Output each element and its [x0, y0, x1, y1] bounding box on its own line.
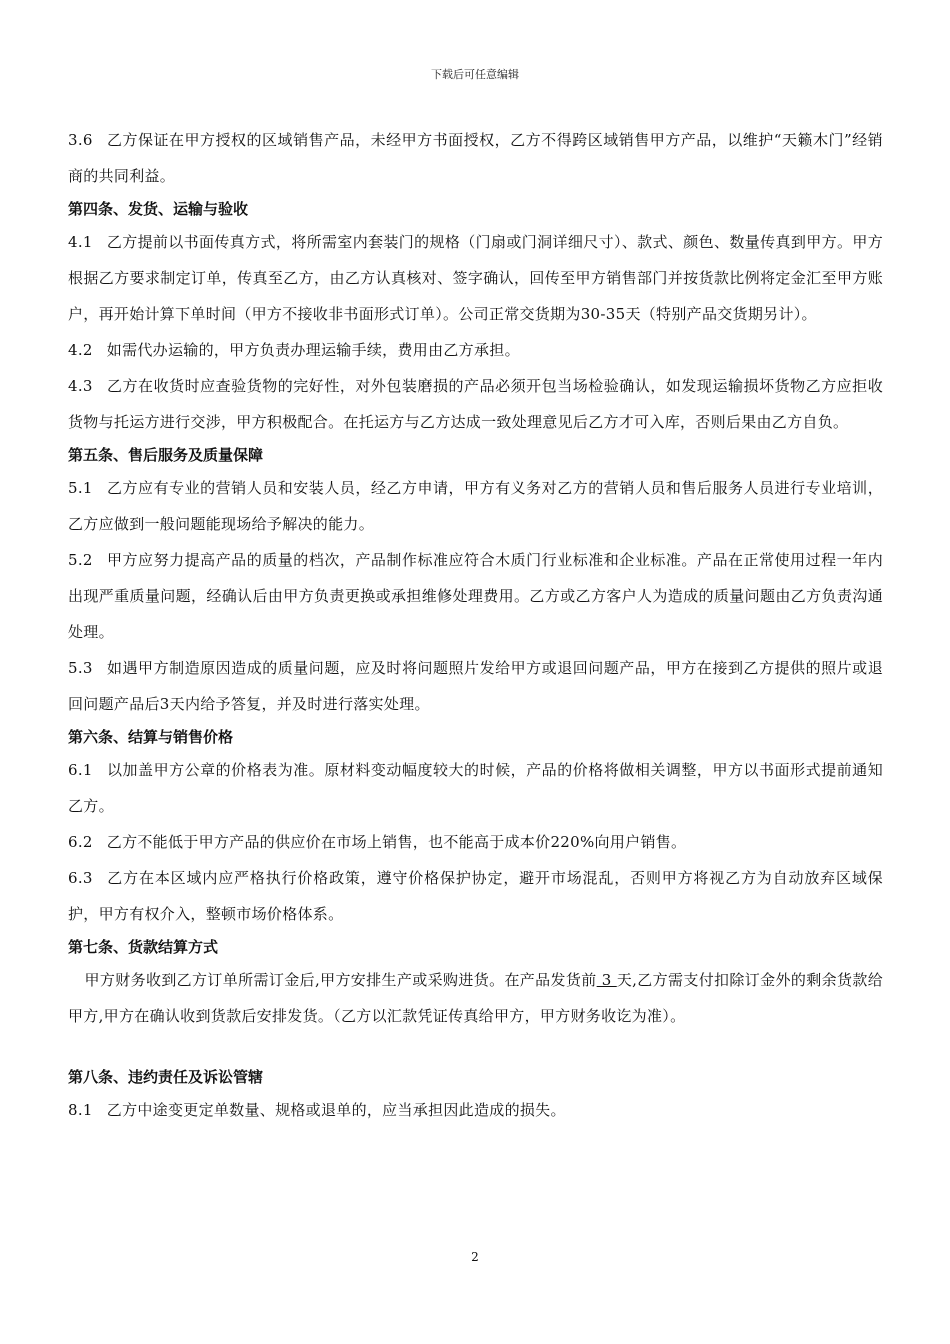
clause-7 [68, 962, 883, 1034]
clause-text: 乙方提前以书面传真方式，将所需室内套装门的规格（门扇或门洞详细尺寸）、款式、颜色、数量传真到甲方。甲方根据乙方要求制定订单，传真至乙方，由乙方认真核对、签字确认，回传至甲方销售部门并按货款比例将定金汇至甲方账户，再开始计算下单时间（甲方不接收非书面形式订单）。公司正常交货期为30-35天（特别产品交货期另计）。 [68, 233, 883, 323]
clause-number: 4.3 [68, 377, 93, 395]
clause-text: 如需代办运输的，甲方负责办理运输手续，费用由乙方承担。 [106, 341, 520, 359]
clause-number: 4.2 [68, 341, 93, 359]
clause-4-3 [68, 368, 883, 440]
clause-4-2 [68, 332, 883, 368]
clause-text: 乙方在收货时应查验货物的完好性，对外包装磨损的产品必须开包当场检验确认，如发现运输损坏货物乙方应拒收货物与托运方进行交涉，甲方积极配合。在托运方与乙方达成一致处理意见后乙方才可入库，否则后果由乙方自负。 [68, 377, 883, 431]
clause-number: 5.2 [68, 551, 93, 569]
clause-text: 以加盖甲方公章的价格表为准。原材料变动幅度较大的时候，产品的价格将做相关调整，甲方以书面形式提前通知乙方。 [68, 761, 883, 815]
clause-number: 5.3 [68, 659, 93, 677]
clause-8-1 [68, 1092, 883, 1128]
clause-text: 如遇甲方制造原因造成的质量问题，应及时将问题照片发给甲方或退回问题产品，甲方在接到乙方提供的照片或退回问题产品后3天内给予答复，并及时进行落实处理。 [68, 659, 883, 713]
spacer [68, 1034, 883, 1062]
clause-5-1 [68, 470, 883, 542]
clause-4-1 [68, 224, 883, 332]
clause-text: 乙方应有专业的营销人员和安装人员，经乙方申请，甲方有义务对乙方的营销人员和售后服务人员进行专业培训，乙方应做到一般问题能现场给予解决的能力。 [68, 479, 883, 533]
clause-number: 4.1 [68, 233, 93, 251]
clause-3-6 [68, 122, 883, 194]
section-heading-7: 第七条、货款结算方式 [68, 938, 219, 956]
section-heading-4: 第四条、发货、运输与验收 [68, 200, 249, 218]
page-header: 下载后可任意编辑 [431, 68, 519, 81]
clause-number: 6.3 [68, 869, 93, 887]
clause-number: 5.1 [68, 479, 93, 497]
clause-number: 6.1 [68, 761, 93, 779]
clause-6-1 [68, 752, 883, 824]
clause-text: 乙方中途变更定单数量、规格或退单的，应当承担因此造成的损失。 [106, 1101, 566, 1119]
section-heading-6: 第六条、结算与销售价格 [68, 728, 234, 746]
clause-number: 3.6 [68, 131, 93, 149]
clause-number: 6.2 [68, 833, 93, 851]
clause-6-3 [68, 860, 883, 932]
clause-number: 8.1 [68, 1101, 93, 1119]
clause-text: 乙方在本区域内应严格执行价格政策，遵守价格保护协定，避开市场混乱，否则甲方将视乙方为自动放弃区域保护，甲方有权介入，整顿市场价格体系。 [68, 869, 883, 923]
clause-text: 乙方保证在甲方授权的区域销售产品，未经甲方书面授权，乙方不得跨区域销售甲方产品，以维护“天籁木门”经销商的共同利益。 [68, 131, 883, 185]
clause-text: 乙方不能低于甲方产品的供应价在市场上销售，也不能高于成本价220%向用户销售。 [106, 833, 687, 851]
section-heading-8: 第八条、违约责任及诉讼管辖 [68, 1068, 264, 1086]
section-heading-5: 第五条、售后服务及质量保障 [68, 446, 264, 464]
document-body [68, 122, 883, 1128]
page-number: 2 [471, 1250, 479, 1264]
clause-text: 甲方应努力提高产品的质量的档次，产品制作标准应符合木质门行业标准和企业标准。产品在正常使用过程一年内出现严重质量问题，经确认后由甲方负责更换或承担维修处理费用。乙方或乙方客户人为造成的质量问题由乙方负责沟通处理。 [68, 551, 883, 641]
days-value: 3 [596, 971, 617, 989]
clause-text-post: 天,乙方需支付扣除订金外的剩余货款给甲方,甲方在确认收到货款后安排发货。（乙方以汇款凭证传真给甲方，甲方财务收讫为准）。 [68, 971, 883, 1025]
clause-6-2 [68, 824, 883, 860]
clause-5-2 [68, 542, 883, 650]
clause-5-3 [68, 650, 883, 722]
clause-text-pre: 甲方财务收到乙方订单所需订金后,甲方安排生产或采购进货。在产品发货前 [84, 971, 597, 989]
